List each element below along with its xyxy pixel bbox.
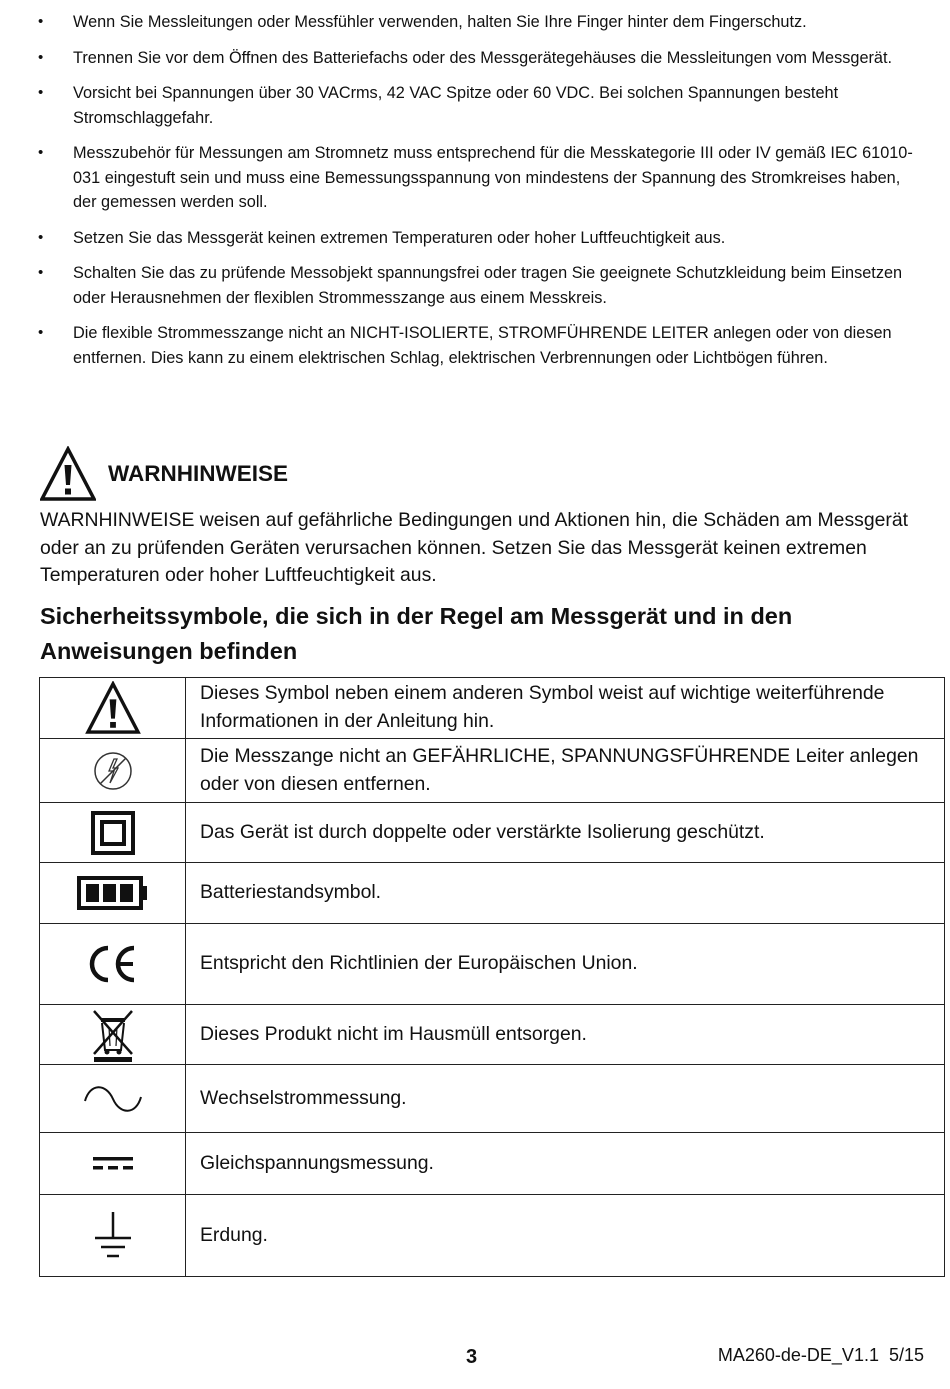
symbol-description: Die Messzange nicht an GEFÄHRLICHE, SPANNUNGSFÜHRENDE Leiter anlegen oder von diesen entfernen. bbox=[186, 739, 945, 803]
section-title: Sicherheitssymbole, die sich in der Regel am Messgerät und in den Anweisungen befinden bbox=[40, 603, 793, 664]
warning-title: WARNHINWEISE bbox=[108, 461, 288, 486]
double-insulation-icon bbox=[91, 811, 135, 855]
symbol-description: Batteriestandsymbol. bbox=[186, 863, 945, 924]
warning-text: WARNHINWEISE weisen auf gefährliche Bedingungen und Aktionen hin, die Schäden am Messgerät oder an zu prüfenden Geräten verursachen können. Setzen Sie das Messgerät keinen extremen Temperaturen oder hoher Luftfeuchtigkeit aus. bbox=[40, 509, 909, 587]
no-live-conductor-icon bbox=[91, 749, 135, 793]
symbol-description: Erdung. bbox=[186, 1195, 945, 1277]
symbol-cell bbox=[40, 1065, 186, 1133]
symbol-description: Das Gerät ist durch doppelte oder verstärkte Isolierung geschützt. bbox=[186, 803, 945, 863]
bullet-item: • Trennen Sie vor dem Öffnen des Batteriefachs oder des Messgerätegehäuses die Messleitungen vom Messgerät. bbox=[0, 46, 950, 71]
symbol-description: Dieses Symbol neben einem anderen Symbol weist auf wichtige weiterführende Informationen in der Anleitung hin. bbox=[186, 678, 945, 739]
warning-heading bbox=[40, 446, 288, 502]
table-row bbox=[40, 1065, 945, 1133]
warning-triangle-icon bbox=[85, 681, 141, 735]
symbol-description: Dieses Produkt nicht im Hausmüll entsorgen. bbox=[186, 1005, 945, 1065]
symbol-cell bbox=[40, 924, 186, 1005]
bullet-item: • Schalten Sie das zu prüfende Messobjekt spannungsfrei oder tragen Sie geeignete Schutzkleidung beim Einsetzen oder Herausnehmen der flexiblen Strommesszange aus einem Messkreis. bbox=[0, 261, 950, 310]
symbol-cell bbox=[40, 1195, 186, 1277]
symbol-cell bbox=[40, 803, 186, 863]
weee-bin-icon bbox=[90, 1008, 136, 1062]
bullet-item: • Setzen Sie das Messgerät keinen extremen Temperaturen oder hoher Luftfeuchtigkeit aus. bbox=[0, 226, 950, 251]
symbol-description: Gleichspannungsmessung. bbox=[186, 1133, 945, 1195]
bullet-item: • Messzubehör für Messungen am Stromnetz muss entsprechend für die Messkategorie III oder IV gemäß IEC 61010-031 eingestuft sein und muss eine Bemessungsspannung von mindestens der Spannung des Stromkreises haben, der gemessen werden soll. bbox=[0, 141, 950, 215]
table-row bbox=[40, 803, 945, 863]
bullet-item: • Vorsicht bei Spannungen über 30 VACrms, 42 VAC Spitze oder 60 VDC. Bei solchen Spannungen besteht Stromschlaggefahr. bbox=[0, 81, 950, 130]
ce-mark-icon bbox=[87, 944, 139, 984]
symbol-description: Wechselstrommessung. bbox=[186, 1065, 945, 1133]
dc-icon bbox=[92, 1153, 134, 1175]
table-row bbox=[40, 863, 945, 924]
symbol-cell bbox=[40, 1005, 186, 1065]
table-row bbox=[40, 739, 945, 803]
document-reference: MA260-de-DE_V1.1 5/15 bbox=[717, 1345, 924, 1365]
safety-symbols-table bbox=[39, 677, 945, 1277]
table-row bbox=[40, 1195, 945, 1277]
bullet-item: • Wenn Sie Messleitungen oder Messfühler verwenden, halten Sie Ihre Finger hinter dem Fingerschutz. bbox=[0, 10, 950, 35]
bullet-item: • Die flexible Strommesszange nicht an NICHT-ISOLIERTE, STROMFÜHRENDE LEITER anlegen oder von diesen entfernen. Dies kann zu einem elektrischen Schlag, elektrischen Verbrennungen oder Lichtbögen führen. bbox=[0, 321, 950, 370]
table-row bbox=[40, 1005, 945, 1065]
safety-bullet-list bbox=[0, 10, 950, 381]
symbol-cell bbox=[40, 863, 186, 924]
warning-triangle-icon bbox=[40, 446, 96, 502]
page-number: 3 bbox=[466, 1346, 478, 1368]
ac-wave-icon bbox=[82, 1081, 144, 1117]
battery-icon bbox=[77, 875, 149, 911]
ground-icon bbox=[93, 1210, 133, 1262]
symbol-cell bbox=[40, 739, 186, 803]
symbol-description: Entspricht den Richtlinien der Europäischen Union. bbox=[186, 924, 945, 1005]
table-row bbox=[40, 1133, 945, 1195]
symbol-cell bbox=[40, 1133, 186, 1195]
symbol-cell bbox=[40, 678, 186, 739]
table-row bbox=[40, 678, 945, 739]
table-row bbox=[40, 924, 945, 1005]
